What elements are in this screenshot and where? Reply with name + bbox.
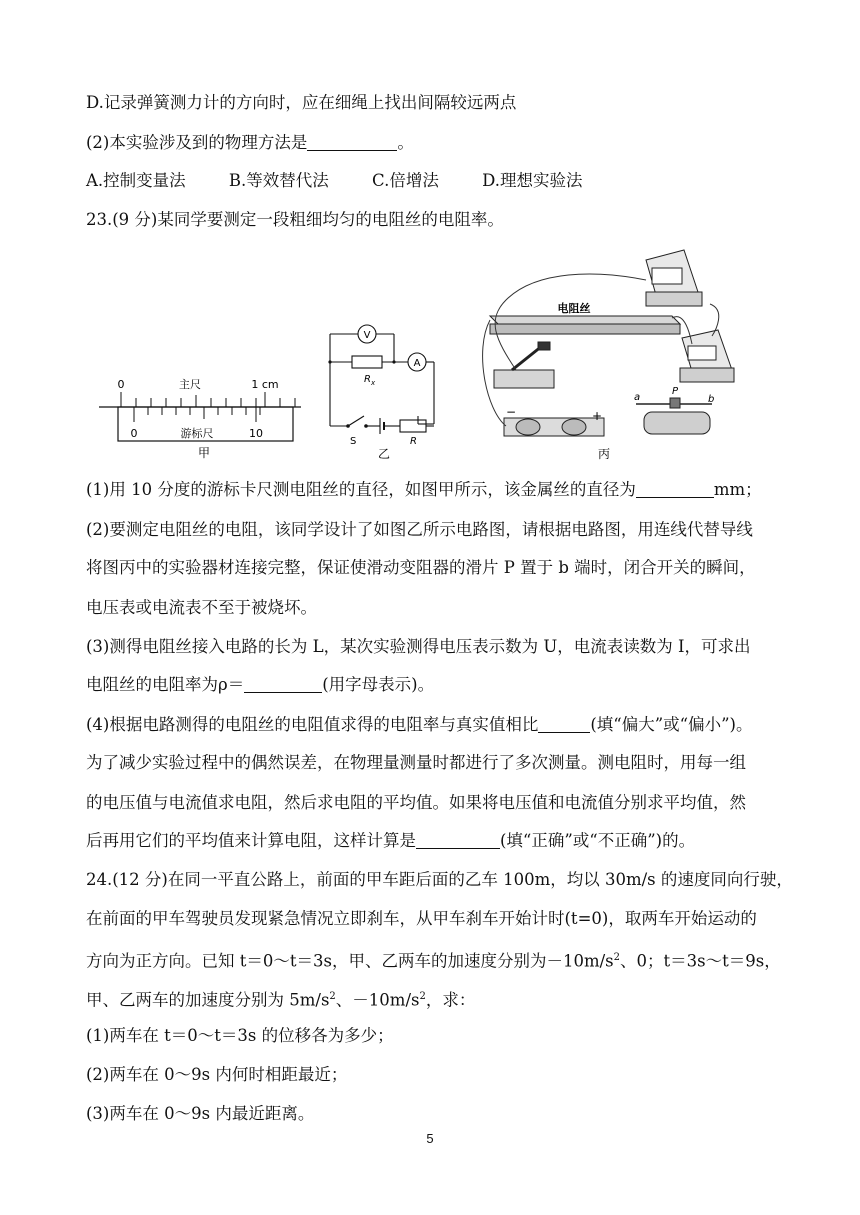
text: (2)本实验涉及到的物理方法是 — [86, 133, 308, 152]
text: (填“正确”或“不正确”)的。 — [500, 831, 696, 850]
figure-caption-yi: 乙 — [377, 447, 391, 460]
text: (3)两车在 0～9s 内最近距离。 — [86, 1104, 315, 1123]
rheostat-p-label: P — [672, 386, 679, 397]
answer-blank[interactable] — [636, 481, 714, 498]
vernier-zero-label: 0 — [130, 427, 138, 440]
superscript: 2 — [329, 991, 336, 1002]
text: (4)根据电路测得的电阻丝的电阻值求得的电阻率与真实值相比 — [86, 715, 539, 734]
vernier-scale-label: 游标尺 — [180, 427, 214, 440]
method-options — [86, 170, 620, 192]
text: (3)测得电阻丝接入电路的长为 L，某次实验测得电压表示数为 U，电流表读数为 I，可求出 — [86, 637, 751, 656]
option-a: A.控制变量法 — [86, 171, 186, 190]
figure-caption-bing: 丙 — [597, 447, 611, 461]
main-one-cm-label: 1 cm — [251, 378, 279, 391]
rheostat-label: R — [410, 436, 417, 447]
text: (1)用 10 分度的游标卡尺测电阻丝的直径，如图甲所示，该金属丝的直径为 — [86, 480, 636, 499]
text: (1)两车在 t＝0～t＝3s 的位移各为多少； — [86, 1026, 394, 1045]
figure-caption-jia: 甲 — [197, 446, 211, 460]
text: 24.(12 分)在同一平直公路上，前面的甲车距后面的乙车 100m，均以 30m/s 的速度同向行驶， — [86, 870, 793, 889]
battery-plus-label: + — [592, 409, 603, 423]
rheostat-b-label: b — [708, 394, 715, 405]
text: ，求： — [425, 990, 476, 1010]
main-scale-label: 主尺 — [179, 378, 201, 391]
answer-blank[interactable] — [416, 832, 500, 849]
battery-minus-label: − — [506, 405, 517, 419]
text: 。 — [397, 133, 414, 152]
vernier-ten-label: 10 — [249, 427, 263, 440]
ammeter-symbol: A — [413, 358, 421, 369]
problem-24-line-3 — [86, 947, 781, 973]
text: (填“偏大”或“偏小”)。 — [590, 715, 753, 734]
problem-24-sub-2 — [86, 1064, 347, 1086]
q23-3-line-2 — [86, 674, 434, 696]
figure-jia-vernier — [96, 370, 306, 460]
q23-4-line-2 — [86, 752, 746, 774]
q23-4-line-3 — [86, 792, 746, 814]
text: (2)两车在 0～9s 内何时相距最近； — [86, 1065, 348, 1084]
answer-blank[interactable] — [538, 716, 590, 733]
option-d-line — [86, 92, 516, 114]
text: 为了减少实验过程中的偶然误差，在物理量测量时都进行了多次测量。测电阻时，用每一组 — [86, 753, 746, 772]
figure-yi-circuit — [322, 320, 454, 460]
text: 、－10m/s — [335, 990, 420, 1010]
voltmeter-symbol: V — [363, 330, 371, 341]
text: (用字母表示)。 — [322, 675, 435, 694]
superscript: 2 — [419, 991, 426, 1002]
q23-2-line-1 — [86, 519, 753, 541]
text: D.记录弹簧测力计的方向时，应在细绳上找出间隔较远两点 — [86, 93, 517, 112]
q23-3-line-1 — [86, 636, 751, 658]
text: 、0；t＝3s～t＝9s， — [620, 951, 781, 971]
main-zero-label: 0 — [117, 378, 125, 391]
q2-method-line — [86, 132, 414, 154]
option-d: D.理想实验法 — [482, 171, 583, 190]
resistance-wire-label: 电阻丝 — [557, 302, 591, 315]
problem-24-sub-1 — [86, 1025, 394, 1047]
text: 23.(9 分)某同学要测定一段粗细均匀的电阻丝的电阻率。 — [86, 210, 504, 229]
option-c: C.倍增法 — [372, 171, 439, 190]
text: 的电压值与电流值求电阻，然后求电阻的平均值。如果将电压值和电流值分别求平均值，然 — [86, 793, 746, 812]
text: 电阻丝的电阻率为ρ＝ — [86, 675, 245, 694]
problem-23-title — [86, 209, 504, 231]
text: mm； — [713, 480, 762, 499]
rheostat-a-label: a — [634, 392, 641, 403]
superscript: 2 — [613, 952, 621, 963]
answer-blank[interactable] — [244, 676, 322, 693]
resistor-rx-label: $R_x$ — [364, 374, 376, 387]
text: 将图丙中的实验器材连接完整，保证使滑动变阻器的滑片 P 置于 b 端时，闭合开关的瞬间， — [86, 558, 756, 577]
q23-4-line-1 — [86, 714, 753, 736]
q23-4-line-4 — [86, 830, 695, 852]
figure-bing-apparatus — [476, 240, 736, 462]
text: (2)要测定电阻丝的电阻，该同学设计了如图乙所示电路图，请根据电路图，用连线代替导线 — [86, 520, 753, 539]
page-number: 5 — [426, 1131, 434, 1146]
text: 电压表或电流表不至于被烧坏。 — [86, 598, 317, 617]
text: 方向为正方向。已知 t＝0～t＝3s，甲、乙两车的加速度分别为－10m/s — [86, 951, 614, 971]
problem-24-line-2 — [86, 908, 757, 930]
answer-blank[interactable] — [307, 134, 397, 151]
text: 后再用它们的平均值来计算电阻，这样计算是 — [86, 831, 416, 850]
switch-label: S — [350, 436, 357, 447]
q23-2-line-2 — [86, 557, 756, 579]
problem-24-line-1 — [86, 869, 793, 891]
text: 甲、乙两车的加速度分别为 5m/s — [86, 990, 330, 1010]
problem-24-line-4 — [86, 986, 475, 1012]
text: 在前面的甲车驾驶员发现紧急情况立即刹车，从甲车刹车开始计时(t=0)，取两车开始运动的 — [86, 909, 757, 928]
option-b: B.等效替代法 — [228, 171, 329, 190]
q23-1-line — [86, 479, 762, 501]
problem-24-sub-3 — [86, 1103, 314, 1125]
q23-2-line-3 — [86, 597, 317, 619]
